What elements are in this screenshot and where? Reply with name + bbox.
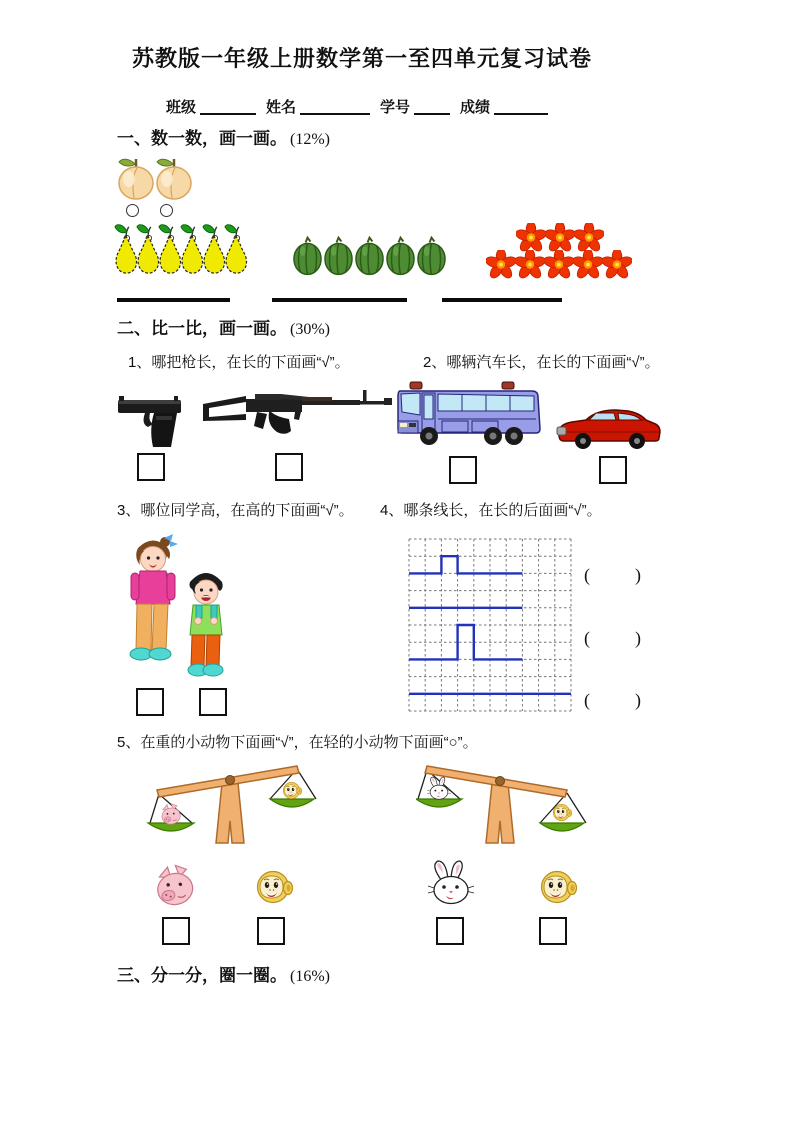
flower-icon	[516, 223, 546, 252]
rifle-image	[197, 387, 393, 447]
balance-scale-pig-monkey	[146, 759, 321, 851]
peach-icon	[115, 155, 157, 201]
section2-heading	[117, 314, 330, 339]
section3-heading-text: 三、分一分，圈一圈。	[117, 966, 287, 985]
student-id-label: 学号	[380, 100, 411, 116]
section3-points: (16%)	[290, 968, 330, 985]
pig-answer-checkbox[interactable]	[162, 917, 190, 945]
student-info-line	[0, 96, 724, 117]
bus-image	[396, 381, 544, 447]
balance-scale-rabbit-monkey	[416, 759, 591, 851]
pear-group	[114, 220, 246, 278]
page-title: 苏教版一年级上册数学第一至四单元复习试卷	[131, 46, 592, 71]
section1-heading-text: 一、数一数，画一画。	[117, 129, 287, 148]
student-id-input-blank[interactable]	[414, 99, 450, 115]
students-image	[114, 532, 242, 684]
monkey-on-pan-icon	[283, 782, 301, 798]
pistol-answer-checkbox[interactable]	[137, 453, 165, 481]
girl-answer-checkbox[interactable]	[136, 688, 164, 716]
score-label: 成绩	[460, 100, 491, 116]
rifle-answer-checkbox[interactable]	[275, 453, 303, 481]
count-mark-circle	[160, 204, 173, 217]
flower-icon	[486, 250, 516, 279]
pistol-image	[117, 391, 187, 449]
rabbit-answer-checkbox[interactable]	[436, 917, 464, 945]
monkey2-answer-checkbox[interactable]	[539, 917, 567, 945]
section1-points: (12%)	[290, 131, 330, 148]
flower-icon	[545, 223, 575, 252]
example-marks-group	[126, 204, 194, 217]
pear-answer-line[interactable]	[117, 298, 230, 302]
monkey-icon	[538, 867, 578, 907]
pig-on-pan-icon	[160, 802, 182, 825]
question5-text: 5、在重的小动物下面画“√”，在轻的小动物下面画“○”。	[117, 734, 478, 751]
line-answer-slot-2[interactable]: ( )	[584, 628, 642, 648]
grid-lines-figure	[407, 537, 573, 713]
monkey-icon	[254, 867, 294, 907]
flower-group-top-row	[516, 223, 603, 252]
rabbit-icon	[426, 859, 476, 905]
melon-icon	[323, 236, 354, 278]
question1-text: 1、哪把枪长，在长的下面画“√”。	[128, 354, 350, 371]
line-answer-slot-3[interactable]: ( )	[584, 690, 642, 710]
pear-icon	[158, 220, 182, 278]
boy-answer-checkbox[interactable]	[199, 688, 227, 716]
car-image	[556, 405, 662, 451]
pear-icon	[224, 220, 248, 278]
bus-answer-checkbox[interactable]	[449, 456, 477, 484]
car-answer-checkbox[interactable]	[599, 456, 627, 484]
boy-figure	[188, 573, 223, 676]
name-label: 姓名	[265, 100, 296, 116]
flower-icon	[602, 250, 632, 279]
peach-group	[115, 155, 191, 201]
line-answer-slot-1[interactable]: ( )	[584, 565, 642, 585]
pear-icon	[136, 220, 160, 278]
pear-icon	[180, 220, 204, 278]
girl-figure	[130, 534, 178, 660]
section2-points: (30%)	[290, 321, 330, 338]
pig-icon	[152, 864, 198, 908]
melon-icon	[292, 236, 323, 278]
flower-icon	[573, 250, 603, 279]
monkey-on-pan-icon	[553, 804, 571, 820]
section2-heading-text: 二、比一比，画一画。	[117, 319, 287, 338]
flower-icon	[544, 250, 574, 279]
line-a-bump-short	[409, 556, 522, 573]
question2-text: 2、哪辆汽车长，在长的下面画“√”。	[423, 354, 660, 371]
peach-icon	[153, 155, 195, 201]
flower-icon	[515, 250, 545, 279]
melon-group	[292, 236, 447, 278]
melon-icon	[354, 236, 385, 278]
pear-icon	[202, 220, 226, 278]
flower-icon	[574, 223, 604, 252]
melon-icon	[416, 236, 447, 278]
count-mark-circle	[126, 204, 139, 217]
question4-text: 4、哪条线长，在长的后面画“√”。	[380, 502, 602, 519]
name-input-blank[interactable]	[300, 99, 370, 115]
section1-heading	[117, 124, 330, 149]
section3-heading	[117, 961, 330, 986]
monkey1-answer-checkbox[interactable]	[257, 917, 285, 945]
melon-answer-line[interactable]	[272, 298, 407, 302]
flower-answer-line[interactable]	[442, 298, 562, 302]
question3-text: 3、哪位同学高，在高的下面画“√”。	[117, 502, 354, 519]
class-input-blank[interactable]	[200, 99, 256, 115]
flower-group-bottom-row	[486, 250, 631, 279]
score-input-blank[interactable]	[494, 99, 548, 115]
class-label: 班级	[165, 100, 196, 116]
melon-icon	[385, 236, 416, 278]
pear-icon	[114, 220, 138, 278]
